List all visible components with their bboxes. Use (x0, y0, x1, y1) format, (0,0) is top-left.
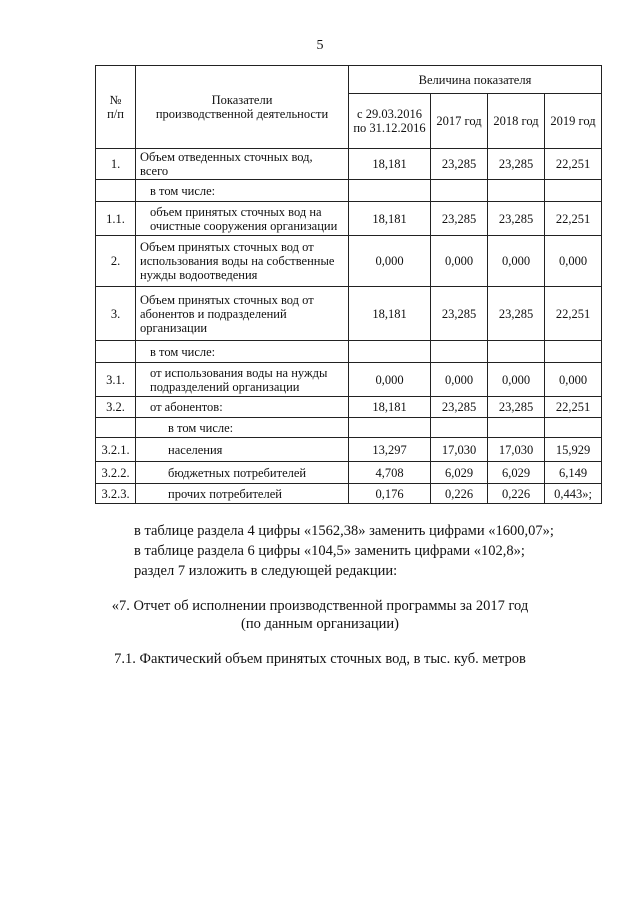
row-value: 23,285 (488, 287, 545, 341)
indicators-table (95, 65, 602, 504)
row-value (431, 418, 488, 438)
table-row (96, 484, 602, 504)
row-number: 3. (96, 287, 136, 341)
paragraph-3: раздел 7 изложить в следующей редакции: (134, 563, 398, 579)
row-value (488, 418, 545, 438)
row-value (431, 341, 488, 363)
section-title-line-1: «7. Отчет об исполнении производственной программы за 2017 год (111, 598, 529, 614)
table-row (96, 397, 602, 418)
page-number: 5 (316, 38, 324, 53)
row-value: 23,285 (488, 149, 545, 180)
row-value: 22,251 (545, 287, 602, 341)
row-value: 0,000 (488, 363, 545, 397)
row-indicator: Объем принятых сточных вод от абонентов и подразделений организации (136, 287, 349, 341)
row-value: 15,929 (545, 438, 602, 462)
row-value (349, 341, 431, 363)
row-indicator: населения (136, 438, 349, 462)
row-indicator: Объем принятых сточных вод от использования воды на собственные нужды водоотведения (136, 236, 349, 287)
row-value: 22,251 (545, 397, 602, 418)
row-value: 0,000 (349, 363, 431, 397)
paragraph-1: в таблице раздела 4 цифры «1562,38» заменить цифрами «1600,07»; (134, 523, 554, 539)
row-value: 23,285 (431, 202, 488, 236)
table-row (96, 236, 602, 287)
table-row (96, 287, 602, 341)
row-value: 0,176 (349, 484, 431, 504)
row-value: 13,297 (349, 438, 431, 462)
row-value (349, 180, 431, 202)
row-indicator: Объем отведенных сточных вод, всего (136, 149, 349, 180)
header-period: 2019 год (545, 94, 602, 149)
row-value: 18,181 (349, 202, 431, 236)
row-value (545, 418, 602, 438)
subsection-title: 7.1. Фактический объем принятых сточных вод, в тыс. куб. метров (114, 651, 526, 667)
row-value: 17,030 (488, 438, 545, 462)
row-value (349, 418, 431, 438)
table-header-row (96, 66, 602, 94)
row-number: 3.1. (96, 363, 136, 397)
table-row (96, 180, 602, 202)
header-period: с 29.03.2016 по 31.12.2016 (349, 94, 431, 149)
row-indicator: в том числе: (136, 180, 349, 202)
header-value-group: Величина показателя (349, 66, 602, 94)
row-value: 0,443»; (545, 484, 602, 504)
table-row (96, 438, 602, 462)
row-indicator: от абонентов: (136, 397, 349, 418)
table-row (96, 341, 602, 363)
row-value: 0,000 (431, 363, 488, 397)
row-value: 0,000 (488, 236, 545, 287)
table-row (96, 202, 602, 236)
table-row (96, 149, 602, 180)
table-row (96, 363, 602, 397)
header-period: 2018 год (488, 94, 545, 149)
row-value: 6,029 (488, 462, 545, 484)
row-number (96, 180, 136, 202)
table-row (96, 462, 602, 484)
row-indicator: от использования воды на нужды подразделений организации (136, 363, 349, 397)
row-indicator: в том числе: (136, 418, 349, 438)
row-value: 0,226 (431, 484, 488, 504)
row-value (545, 180, 602, 202)
row-number: 1.1. (96, 202, 136, 236)
row-number: 3.2.1. (96, 438, 136, 462)
row-value: 18,181 (349, 287, 431, 341)
row-value: 6,149 (545, 462, 602, 484)
section-title-line-2: (по данным организации) (240, 616, 399, 632)
row-value: 22,251 (545, 202, 602, 236)
row-value: 23,285 (431, 397, 488, 418)
row-value: 18,181 (349, 149, 431, 180)
header-indicator: Показатели производственной деятельности (136, 66, 349, 149)
row-number (96, 418, 136, 438)
row-value: 22,251 (545, 149, 602, 180)
table-row (96, 418, 602, 438)
row-value: 6,029 (431, 462, 488, 484)
row-indicator: бюджетных потребителей (136, 462, 349, 484)
row-number: 3.2. (96, 397, 136, 418)
row-value: 0,000 (545, 363, 602, 397)
row-number: 1. (96, 149, 136, 180)
row-value (431, 180, 488, 202)
row-value: 18,181 (349, 397, 431, 418)
row-value (545, 341, 602, 363)
header-period: 2017 год (431, 94, 488, 149)
row-indicator: в том числе: (136, 341, 349, 363)
row-value (488, 180, 545, 202)
row-indicator: прочих потребителей (136, 484, 349, 504)
row-value: 4,708 (349, 462, 431, 484)
row-value: 17,030 (431, 438, 488, 462)
row-value: 23,285 (431, 287, 488, 341)
row-number: 2. (96, 236, 136, 287)
row-value: 23,285 (488, 202, 545, 236)
row-number (96, 341, 136, 363)
row-value: 0,000 (349, 236, 431, 287)
row-value: 0,000 (431, 236, 488, 287)
header-number: № п/п (96, 66, 136, 149)
row-value: 23,285 (431, 149, 488, 180)
row-indicator: объем принятых сточных вод на очистные сооружения организации (136, 202, 349, 236)
row-value: 0,226 (488, 484, 545, 504)
row-number: 3.2.2. (96, 462, 136, 484)
row-number: 3.2.3. (96, 484, 136, 504)
row-value: 23,285 (488, 397, 545, 418)
row-value: 0,000 (545, 236, 602, 287)
row-value (488, 341, 545, 363)
paragraph-2: в таблице раздела 6 цифры «104,5» заменить цифрами «102,8»; (134, 543, 525, 559)
